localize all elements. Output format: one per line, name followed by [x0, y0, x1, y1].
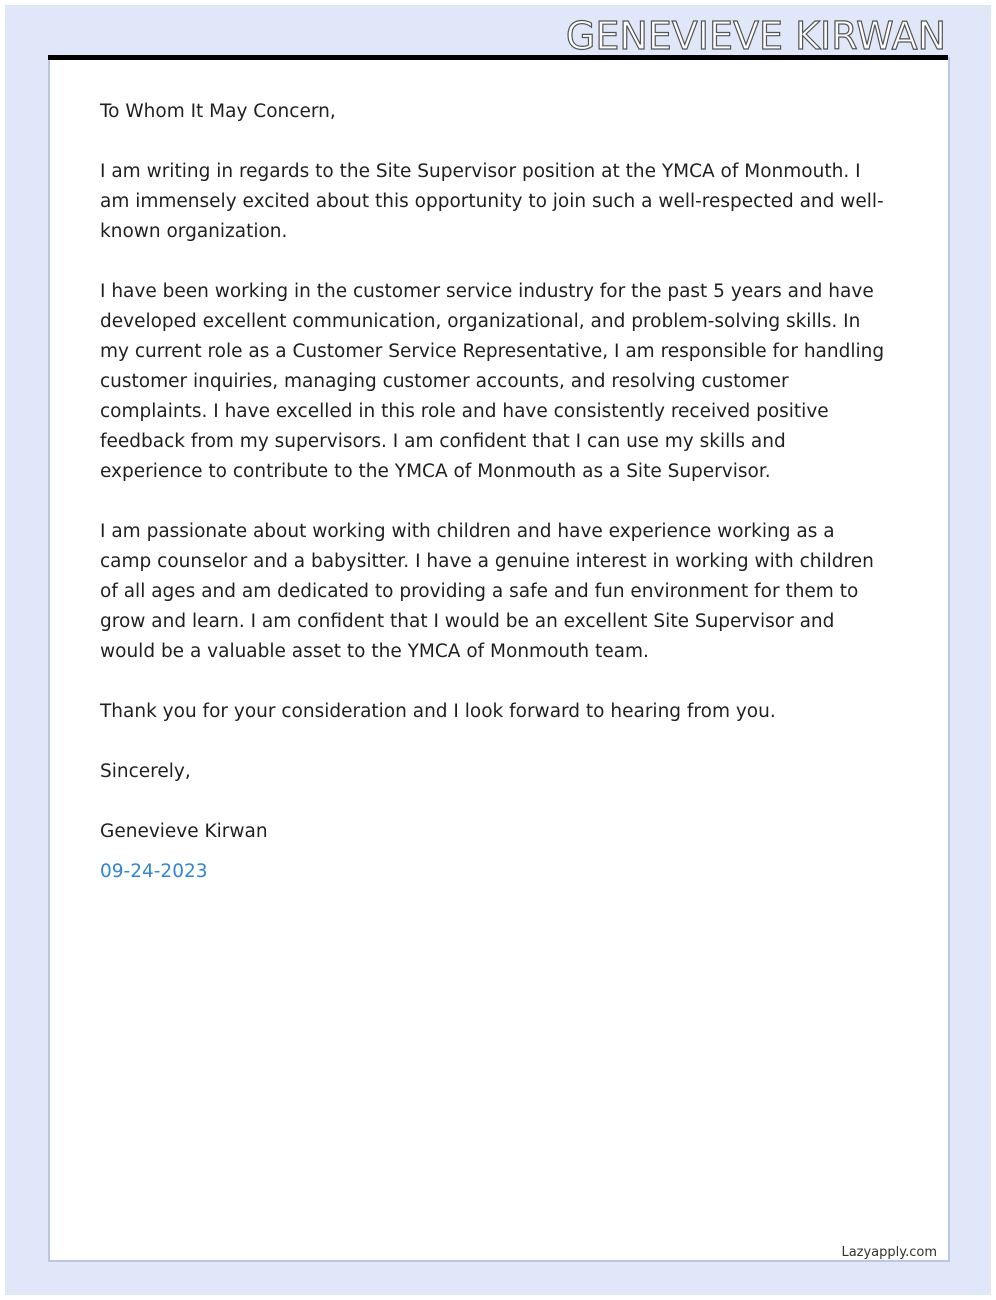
paragraph-children: I am passionate about working with children and have experience working as a camp counselor and a babysitter. I have a genuine interest in working with children of all ages and am dedicated to providing a safe and fun environment for them to grow and learn. I am confident that I would be an excellent Site Supervisor and would be a valuable asset to the YMCA of Monmouth team.: [100, 521, 874, 662]
signature: Genevieve Kirwan: [100, 821, 268, 842]
footer-source: Lazyapply.com: [841, 1245, 937, 1260]
paragraph-experience: I have been working in the customer service industry for the past 5 years and have developed excellent communication, organizational, and problem-solving skills. In my current role as a Customer Service Representative, I am responsible for handling customer inquiries, managing customer accounts, and resolving customer complaints. I have excelled in this role and have consistently received positive feedback from my supervisors. I am confident that I can use my skills and experience to contribute to the YMCA of Monmouth as a Site Supervisor.: [100, 281, 885, 482]
paragraph-intro: I am writing in regards to the Site Supervisor position at the YMCA of Monmouth. I am immensely excited about this opportunity to join such a well-respected and well-known organization.: [100, 161, 884, 242]
salutation: To Whom It May Concern,: [100, 101, 336, 122]
letter-date: 09-24-2023: [100, 861, 208, 882]
closing: Sincerely,: [100, 761, 191, 782]
applicant-name-heading: GENEVIEVE KIRWAN: [565, 14, 946, 58]
letter-body: [100, 97, 890, 917]
paragraph-thanks: Thank you for your consideration and I look forward to hearing from you.: [100, 701, 776, 722]
